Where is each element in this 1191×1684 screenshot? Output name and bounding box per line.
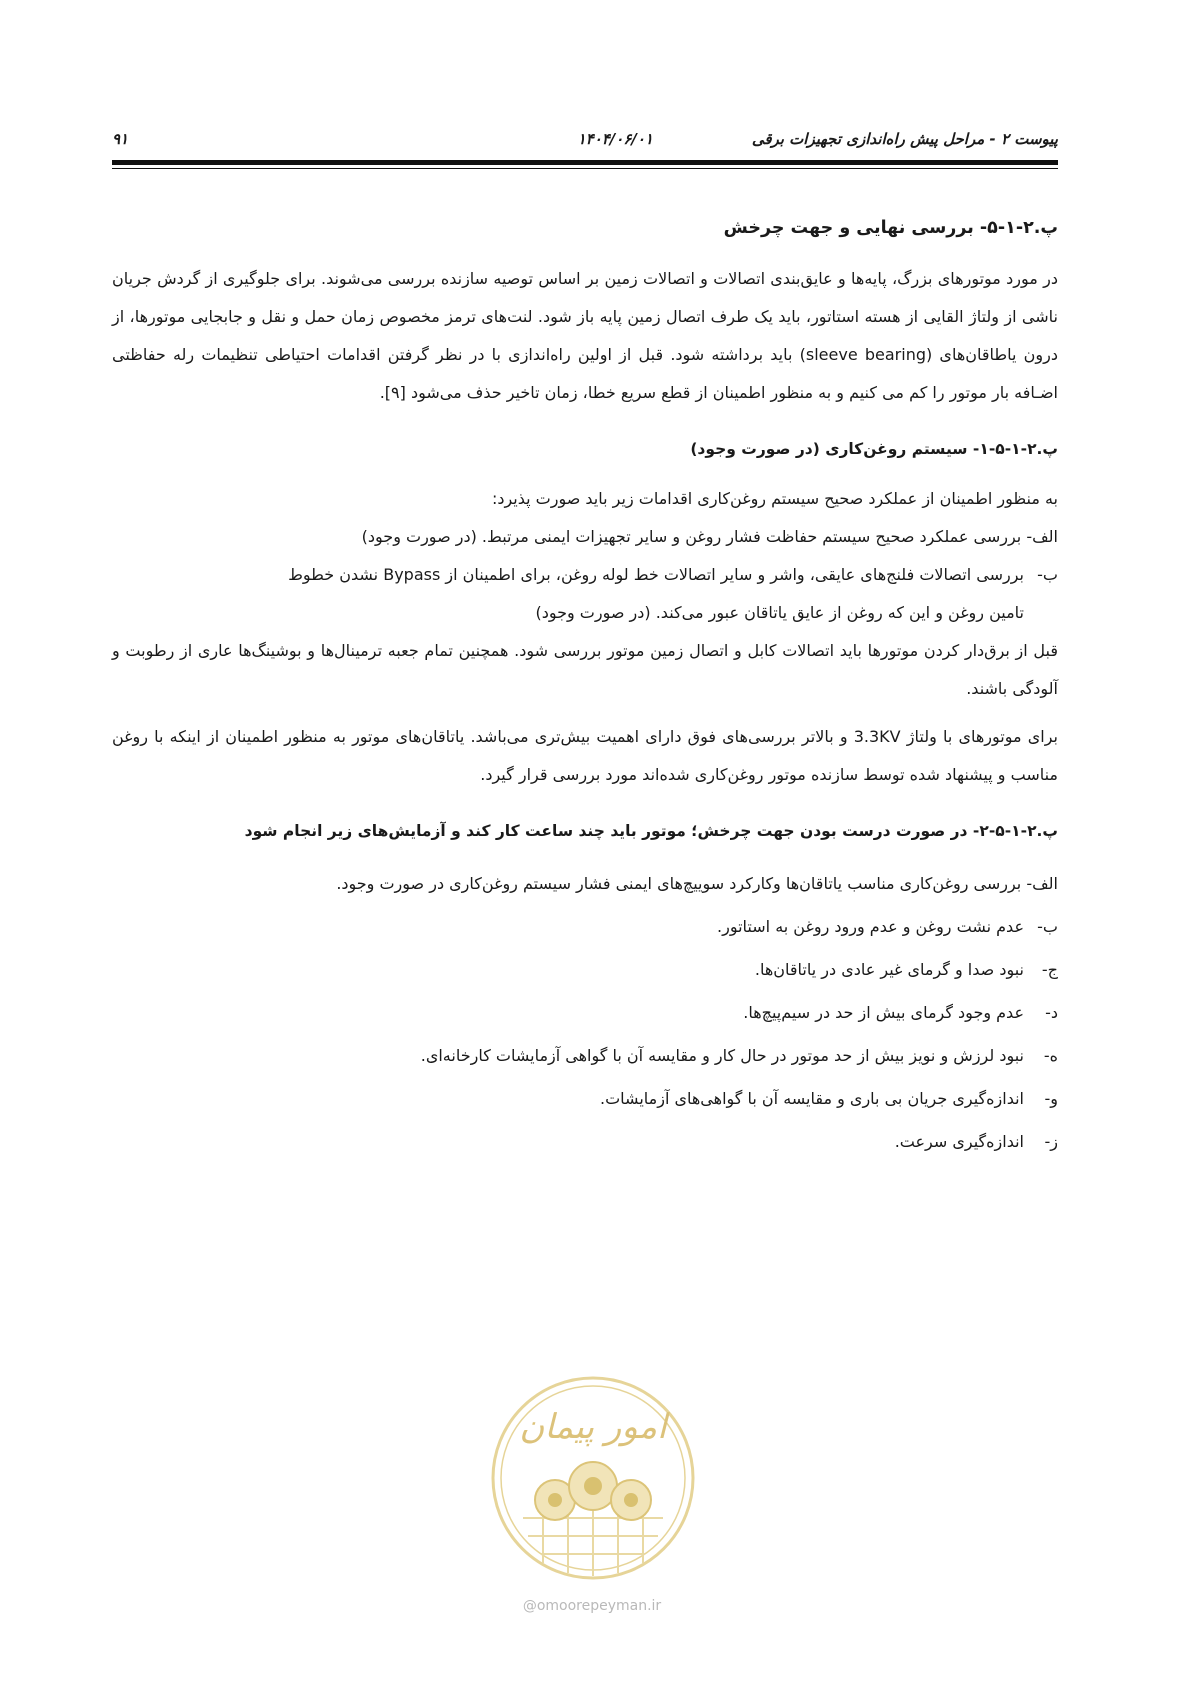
watermark-logo-icon (483, 1368, 703, 1588)
list-item (112, 1120, 1058, 1163)
list-item-text: نبود لرزش و نویز بیش از حد موتور در حال کار و مقایسه آن با گواهی آزمایشات کارخانه‌ای. (420, 1046, 1024, 1065)
watermark-logo (483, 1368, 703, 1588)
section-5-1-intro: به منظور اطمینان از عملکرد صحیح سیستم روغن‌کاری اقدامات زیر باید صورت پذیرد: (491, 489, 1058, 508)
list-item-alef: الف- بررسی عملکرد صحیح سیستم حفاظت فشار روغن و سایر تجهیزات ایمنی مرتبط. (در صورت وجود) (361, 527, 1058, 546)
list-marker: ج- (1041, 960, 1058, 979)
section-heading-5-1: پ.۲-۱-۵-۱- سیستم روغن‌کاری (در صورت وجود) (690, 440, 1058, 458)
list-marker: و- (1044, 1089, 1058, 1108)
list-item (112, 1077, 1058, 1120)
list-item (112, 948, 1058, 991)
list-marker: د- (1045, 1003, 1058, 1022)
document-body (112, 200, 1058, 1163)
section-5-paragraph: در مورد موتورهای بزرگ، پایه‌ها و عایق‌بندی اتصالات و اتصالات زمین بر اساس توصیه سازنده بررسی می‌شوند. برای جلوگیری از گردش جریان ناشی از ولتاژ القایی از هسته استاتور، باید یک طرف اتصال زمین پایه باز شود. لنت‌های ترمز مخصوص زمان حمل و نقل و جابجایی موتورها، از درون یاطاقان‌های (sleeve bearing) باید برداشته شود. قبل از اولین راه‌اندازی با در نظر گرفتن اقدامات احتیاطی تنظیمات رله حفاظتی اضـافه بار موتور را کم می کنیم و به منظور اطمینان از قطع سریع خطا، زمان تاخیر حذف می‌شود [۹]. (112, 269, 1059, 402)
list-item-text: بررسی روغن‌کاری مناسب یاتاقان‌ها وکارکرد سوییچ‌های ایمنی فشار سیستم روغن‌کاری در صورت وجود. (336, 874, 1022, 893)
list-item-text: اندازه‌گیری سرعت. (894, 1132, 1024, 1151)
section-5-1-paragraph-3: برای موتورهای با ولتاژ 3.3KV و بالاتر بررسی‌های فوق دارای اهمیت بیش‌تری می‌باشد. یاتاقان‌های موتور به منظور اطمینان از اینکه با روغن مناسب و پیشنهاد شده توسط سازنده موتور روغن‌کاری شده‌اند مورد بررسی قرار گیرد. (112, 727, 1059, 784)
header-title: پیوست ۲ - مراحل پیش راه‌اندازی تجهیزات برقی (751, 130, 1058, 148)
list-marker: ه- (1043, 1046, 1058, 1065)
list-item (112, 862, 1058, 905)
list-item-text: بررسی اتصالات فلنج‌های عایقی، واشر و سایر اتصالات خط لوله روغن، برای اطمینان از Bypass نشدن خطوط (288, 565, 1024, 584)
header-rule-thick (112, 160, 1058, 165)
section-heading-5-2: پ.۲-۱-۵-۲- در صورت درست بودن جهت چرخش؛ موتور باید چند ساعت کار کند و آزمایش‌های زیر انجام شود (244, 822, 1058, 840)
list-item-text: اندازه‌گیری جریان بی باری و مقایسه آن با گواهی‌های آزمایشات. (600, 1089, 1024, 1108)
list-marker: ز- (1044, 1132, 1058, 1151)
section-heading-5: پ.۲-۱-۵- بررسی نهایی و جهت چرخش (723, 218, 1058, 238)
list-item-be (112, 556, 1058, 594)
list-marker: ب- (1037, 565, 1058, 584)
watermark-logo-text: امور پیمان (519, 1407, 667, 1447)
section-5-2-list (112, 862, 1058, 1163)
page-number: ۹۱ (112, 130, 129, 148)
list-item (112, 991, 1058, 1034)
list-item-text: نبود صدا و گرمای غیر عادی در یاتاقان‌ها. (754, 960, 1024, 979)
watermark-caption: @omoorepeyman.ir (522, 1598, 662, 1614)
header-date: ۱۴۰۴/۰۶/۰۱ (577, 130, 653, 148)
list-item (112, 905, 1058, 948)
list-item-text: عدم نشت روغن و عدم ورود روغن به استاتور. (717, 917, 1024, 936)
list-item (112, 1034, 1058, 1077)
list-marker: الف- (1026, 874, 1058, 893)
list-item-be-continuation: تامین روغن و این که روغن از عایق یاتاقان عبور می‌کند. (در صورت وجود) (535, 603, 1024, 622)
list-marker: ب- (1037, 917, 1058, 936)
page-header (112, 128, 1058, 156)
header-rule-thin (112, 168, 1058, 169)
section-5-1-paragraph-2: قبل از برق‌دار کردن موتورها باید اتصالات کابل و اتصال زمین موتور بررسی شود. همچنین تمام جعبه ترمینال‌ها و بوشینگ‌ها عاری از رطوبت و آلودگی باشند. (112, 641, 1058, 698)
list-item-text: عدم وجود گرمای بیش از حد در سیم‌پیچ‌ها. (743, 1003, 1024, 1022)
